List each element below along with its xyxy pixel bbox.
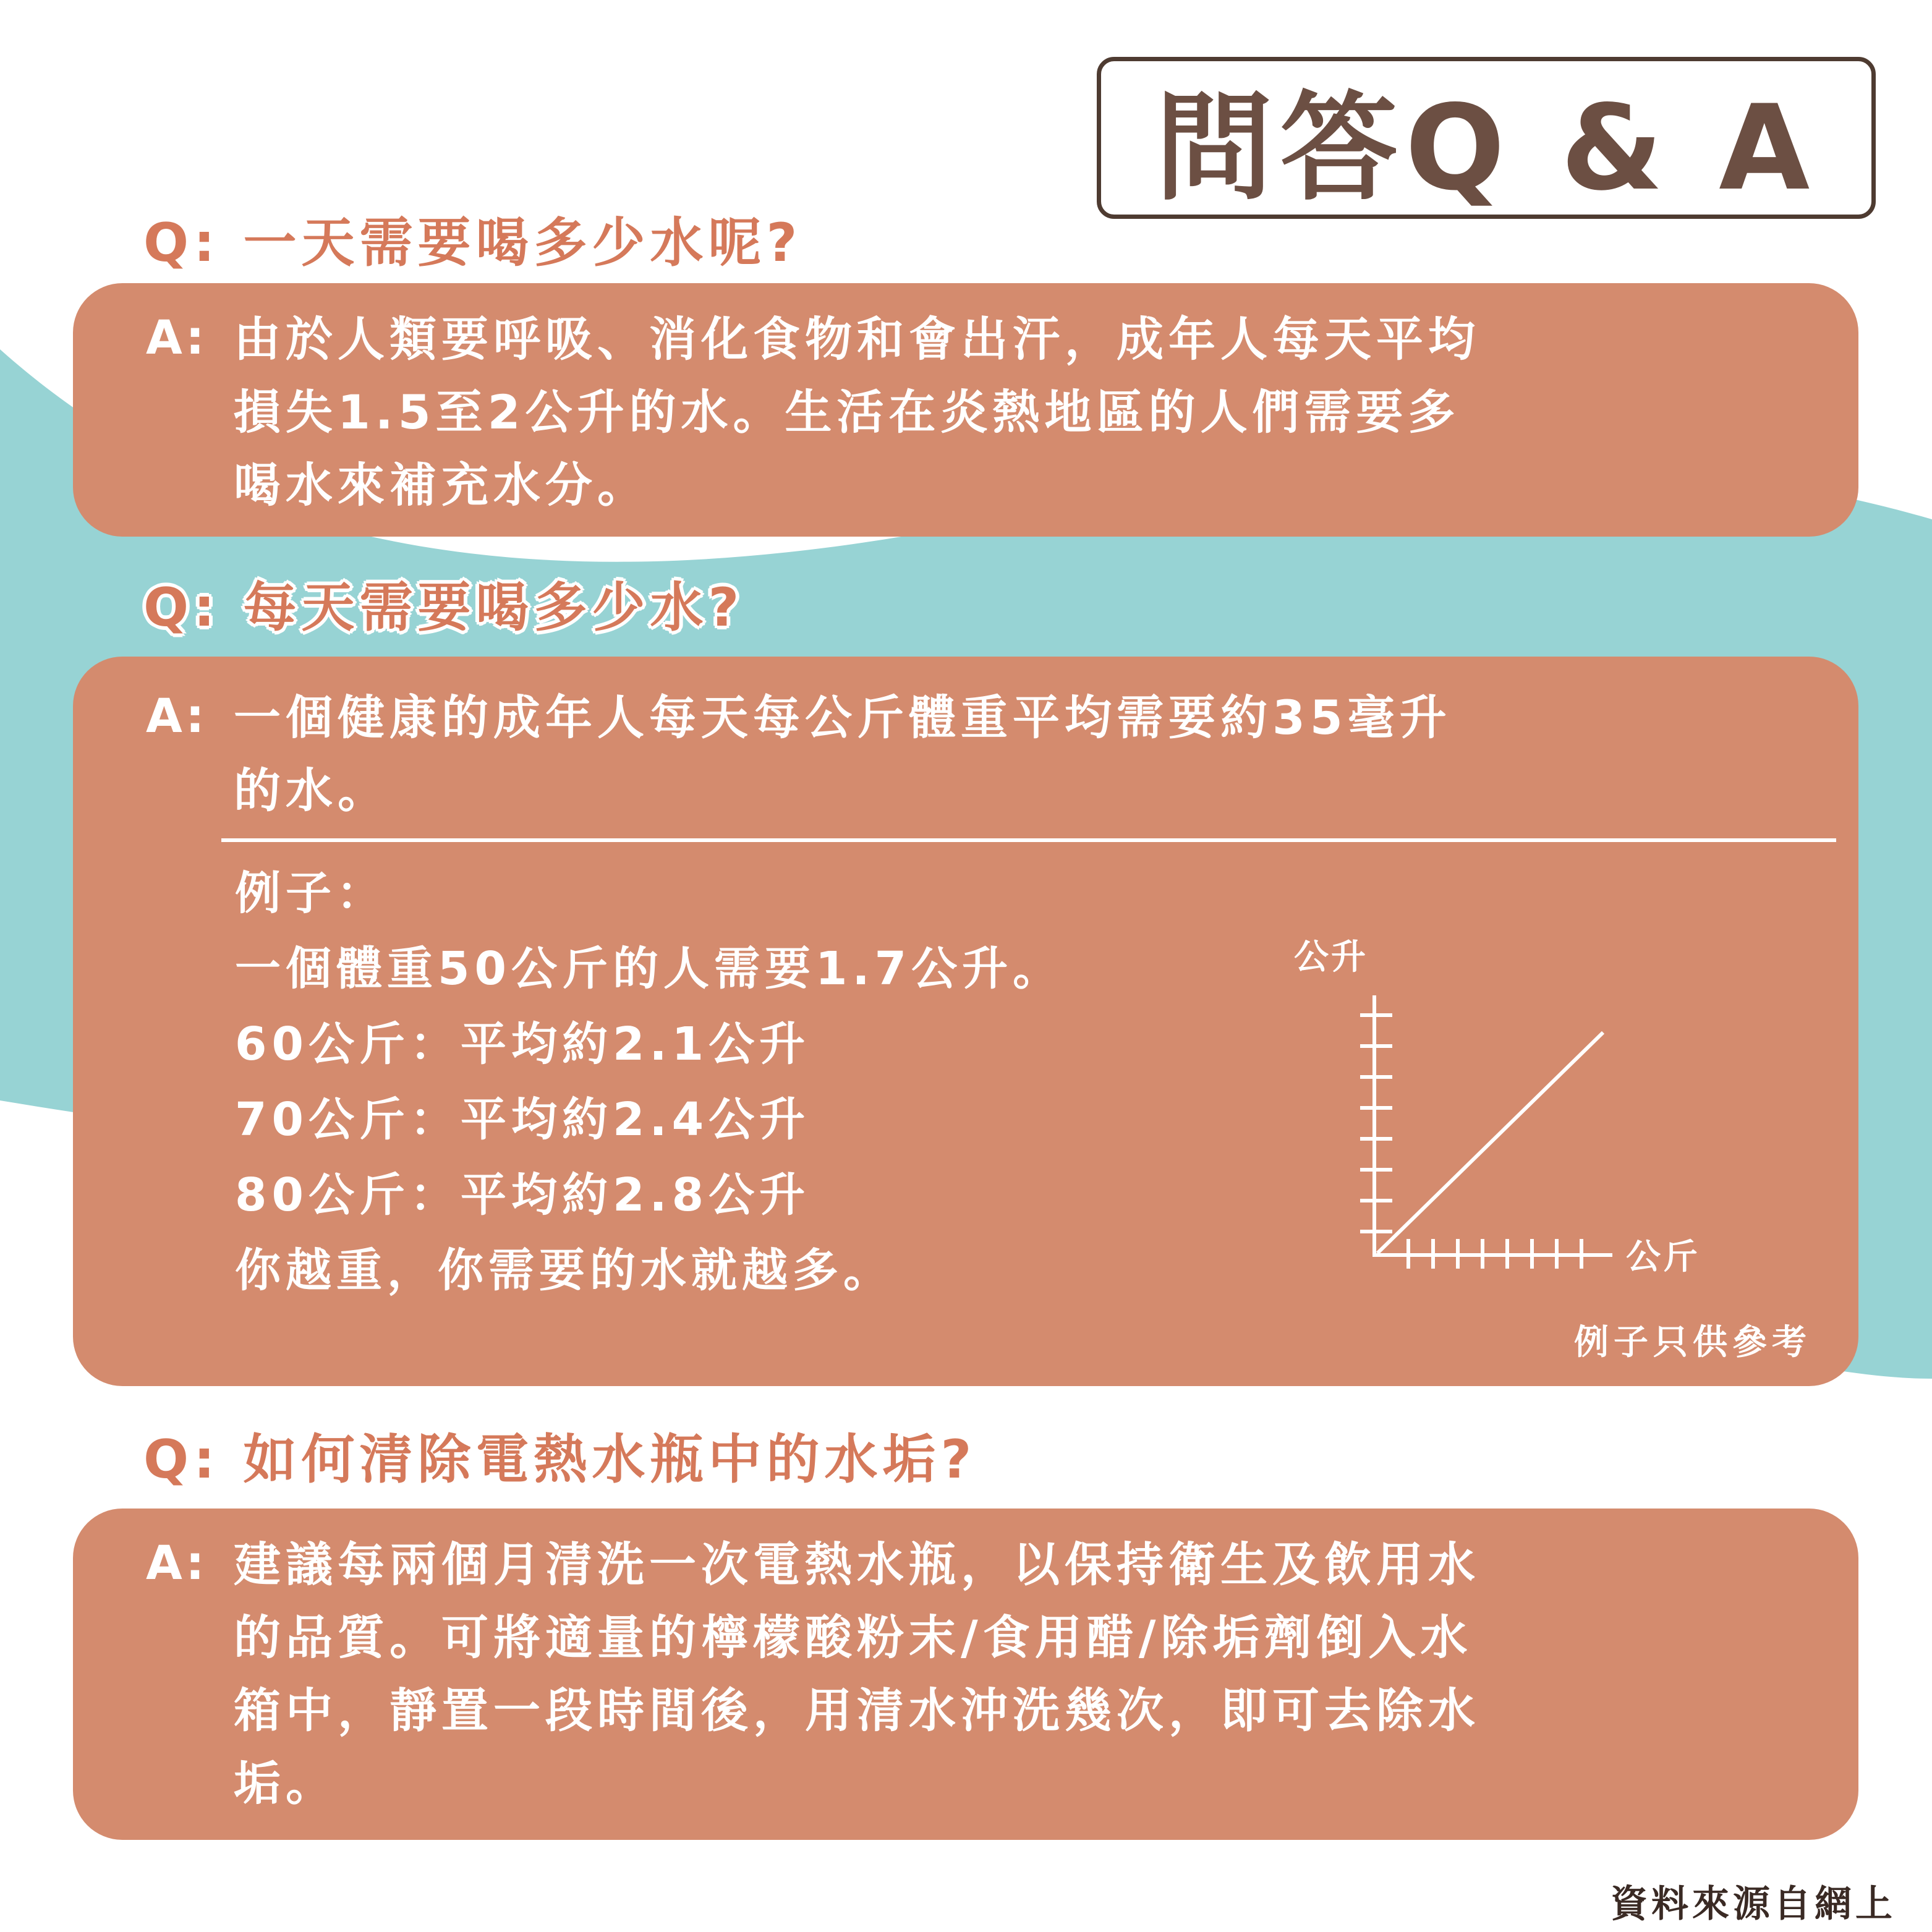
- source-credit: 資料來源自網上: [1611, 1883, 1896, 1926]
- question-3: Q: 如何清除電熱水瓶中的水垢?: [143, 1429, 977, 1491]
- question-1: Q: 一天需要喝多少水呢?: [143, 212, 802, 274]
- answer-text: 建議每兩個月清洗一次電熱水瓶，以保持衛生及飲用水 的品質。可將適量的檸檬酸粉末/食用醋/除垢劑倒入水 箱中，靜置一段時間後，用清水沖洗幾次，即可去除水 垢。: [234, 1537, 1480, 1811]
- answer-prefix: A:: [146, 1535, 207, 1590]
- answer-prefix: A:: [146, 688, 207, 743]
- graph-y-label: 公升: [1294, 937, 1368, 977]
- graph-trend-line: [1377, 1032, 1603, 1253]
- example-note: 例子只供參考: [1574, 1322, 1811, 1363]
- question-2: Q: 每天需要喝多少水?: [143, 577, 744, 639]
- answer-box-2: [73, 657, 1858, 1386]
- example-line: 一個體重50公斤的人需要1.7公升。: [235, 942, 1064, 995]
- page-title: 問答Q & A: [1097, 57, 1876, 219]
- example-line: 你越重，你需要的水就越多。: [235, 1244, 894, 1297]
- example-line: 60公斤：平均約2.1公升: [235, 1018, 811, 1071]
- answer-box-1: [73, 283, 1858, 537]
- answer-text: 一個健康的成年人每天每公斤體重平均需要約35毫升 的水。: [234, 690, 1452, 818]
- line-graph-icon: [1248, 922, 1792, 1318]
- divider-line: [221, 838, 1836, 842]
- answer-box-3: [73, 1509, 1858, 1840]
- example-label: 例子：: [235, 867, 387, 920]
- example-line: 70公斤：平均約2.4公升: [235, 1093, 811, 1146]
- answer-text: 由於人類要呼吸、消化食物和會出汗，成年人每天平均 損失1.5至2公升的水。生活在炎熱地區的人們需要多 喝水來補充水分。: [234, 312, 1480, 513]
- graph-x-label: 公斤: [1626, 1237, 1700, 1277]
- example-line: 80公斤：平均約2.8公升: [235, 1168, 811, 1222]
- answer-prefix: A:: [146, 310, 207, 365]
